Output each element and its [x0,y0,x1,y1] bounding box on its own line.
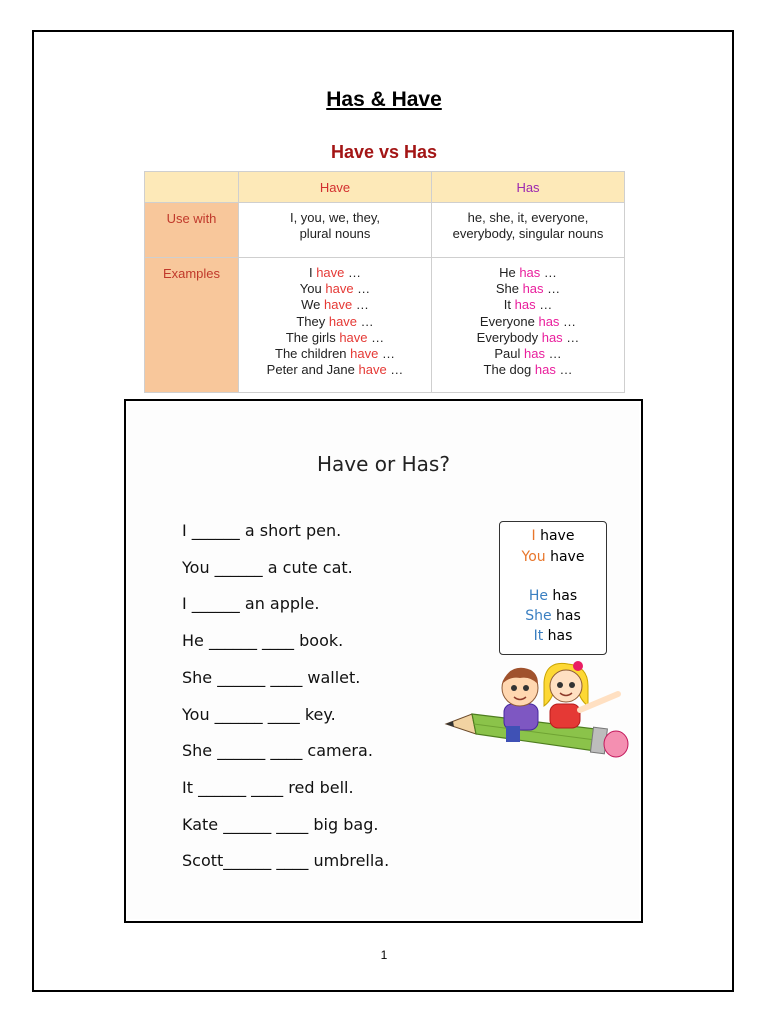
exercise-line: I ______ an apple. [182,594,320,613]
kids-on-pencil-illustration [442,660,632,772]
example-have-line: We have … [301,297,369,313]
example-have-line: Peter and Jane have … [266,362,404,378]
document-title: Has & Have [326,88,442,111]
hint-line: She has [525,608,581,624]
example-has-line: He has … [499,265,557,280]
exercise-line: She ______ ____ camera. [182,741,373,760]
example-has-line: Paul has … [494,346,562,362]
use-with-have-line: plural nouns [299,226,371,241]
header-have: Have [239,172,432,203]
example-have-line: I have … [308,265,362,280]
hint-line: You have [521,549,585,565]
exercise-line: You ______ a cute cat. [182,558,353,577]
exercise-line: I ______ a short pen. [182,521,342,540]
page-number: 1 [380,948,388,962]
worksheet-title: Have or Has? [317,452,450,476]
hint-line: I have [531,528,575,544]
use-with-have-line: I, you, we, they, [289,210,381,225]
pronoun-hint-box [499,521,607,655]
exercise-line: She ______ ____ wallet. [182,668,361,687]
hint-line: It has [533,628,573,644]
example-have-line: The children have … [275,346,395,362]
table-corner-cell [145,172,239,203]
exercise-line: He ______ ____ book. [182,631,344,650]
use-with-row [145,203,625,258]
example-has-line: She has … [495,281,561,297]
table-title: Have vs Has [330,142,438,162]
examples-have-cell [239,258,432,393]
example-has-line: The dog has … [483,362,573,378]
example-has-line: It has … [503,297,553,313]
use-with-has-line: he, she, it, everyone, [467,210,589,225]
hint-line: He has [528,588,578,604]
table-header-row [145,172,625,203]
exercise-line: Scott______ ____ umbrella. [182,851,390,870]
example-have-line: The girls have … [285,329,385,345]
example-has-line: Everyone has … [479,313,577,329]
exercise-line: You ______ ____ key. [182,705,336,724]
examples-has-cell [432,258,625,393]
examples-row [145,258,625,393]
example-have-line: They have … [296,313,374,329]
header-has: Has [432,172,625,203]
example-has-line: Everybody has … [476,329,580,345]
have-vs-has-table [144,171,625,393]
exercise-line: Kate ______ ____ big bag. [182,815,379,834]
exercise-line: It ______ ____ red bell. [182,778,354,797]
row-header-examples: Examples [145,258,239,393]
use-with-has-cell [432,203,625,258]
use-with-has-line: everybody, singular nouns [452,226,604,241]
row-header-use-with: Use with [145,203,239,258]
girl-figure [544,661,618,728]
example-have-line: You have … [299,281,371,297]
use-with-have-cell [239,203,432,258]
